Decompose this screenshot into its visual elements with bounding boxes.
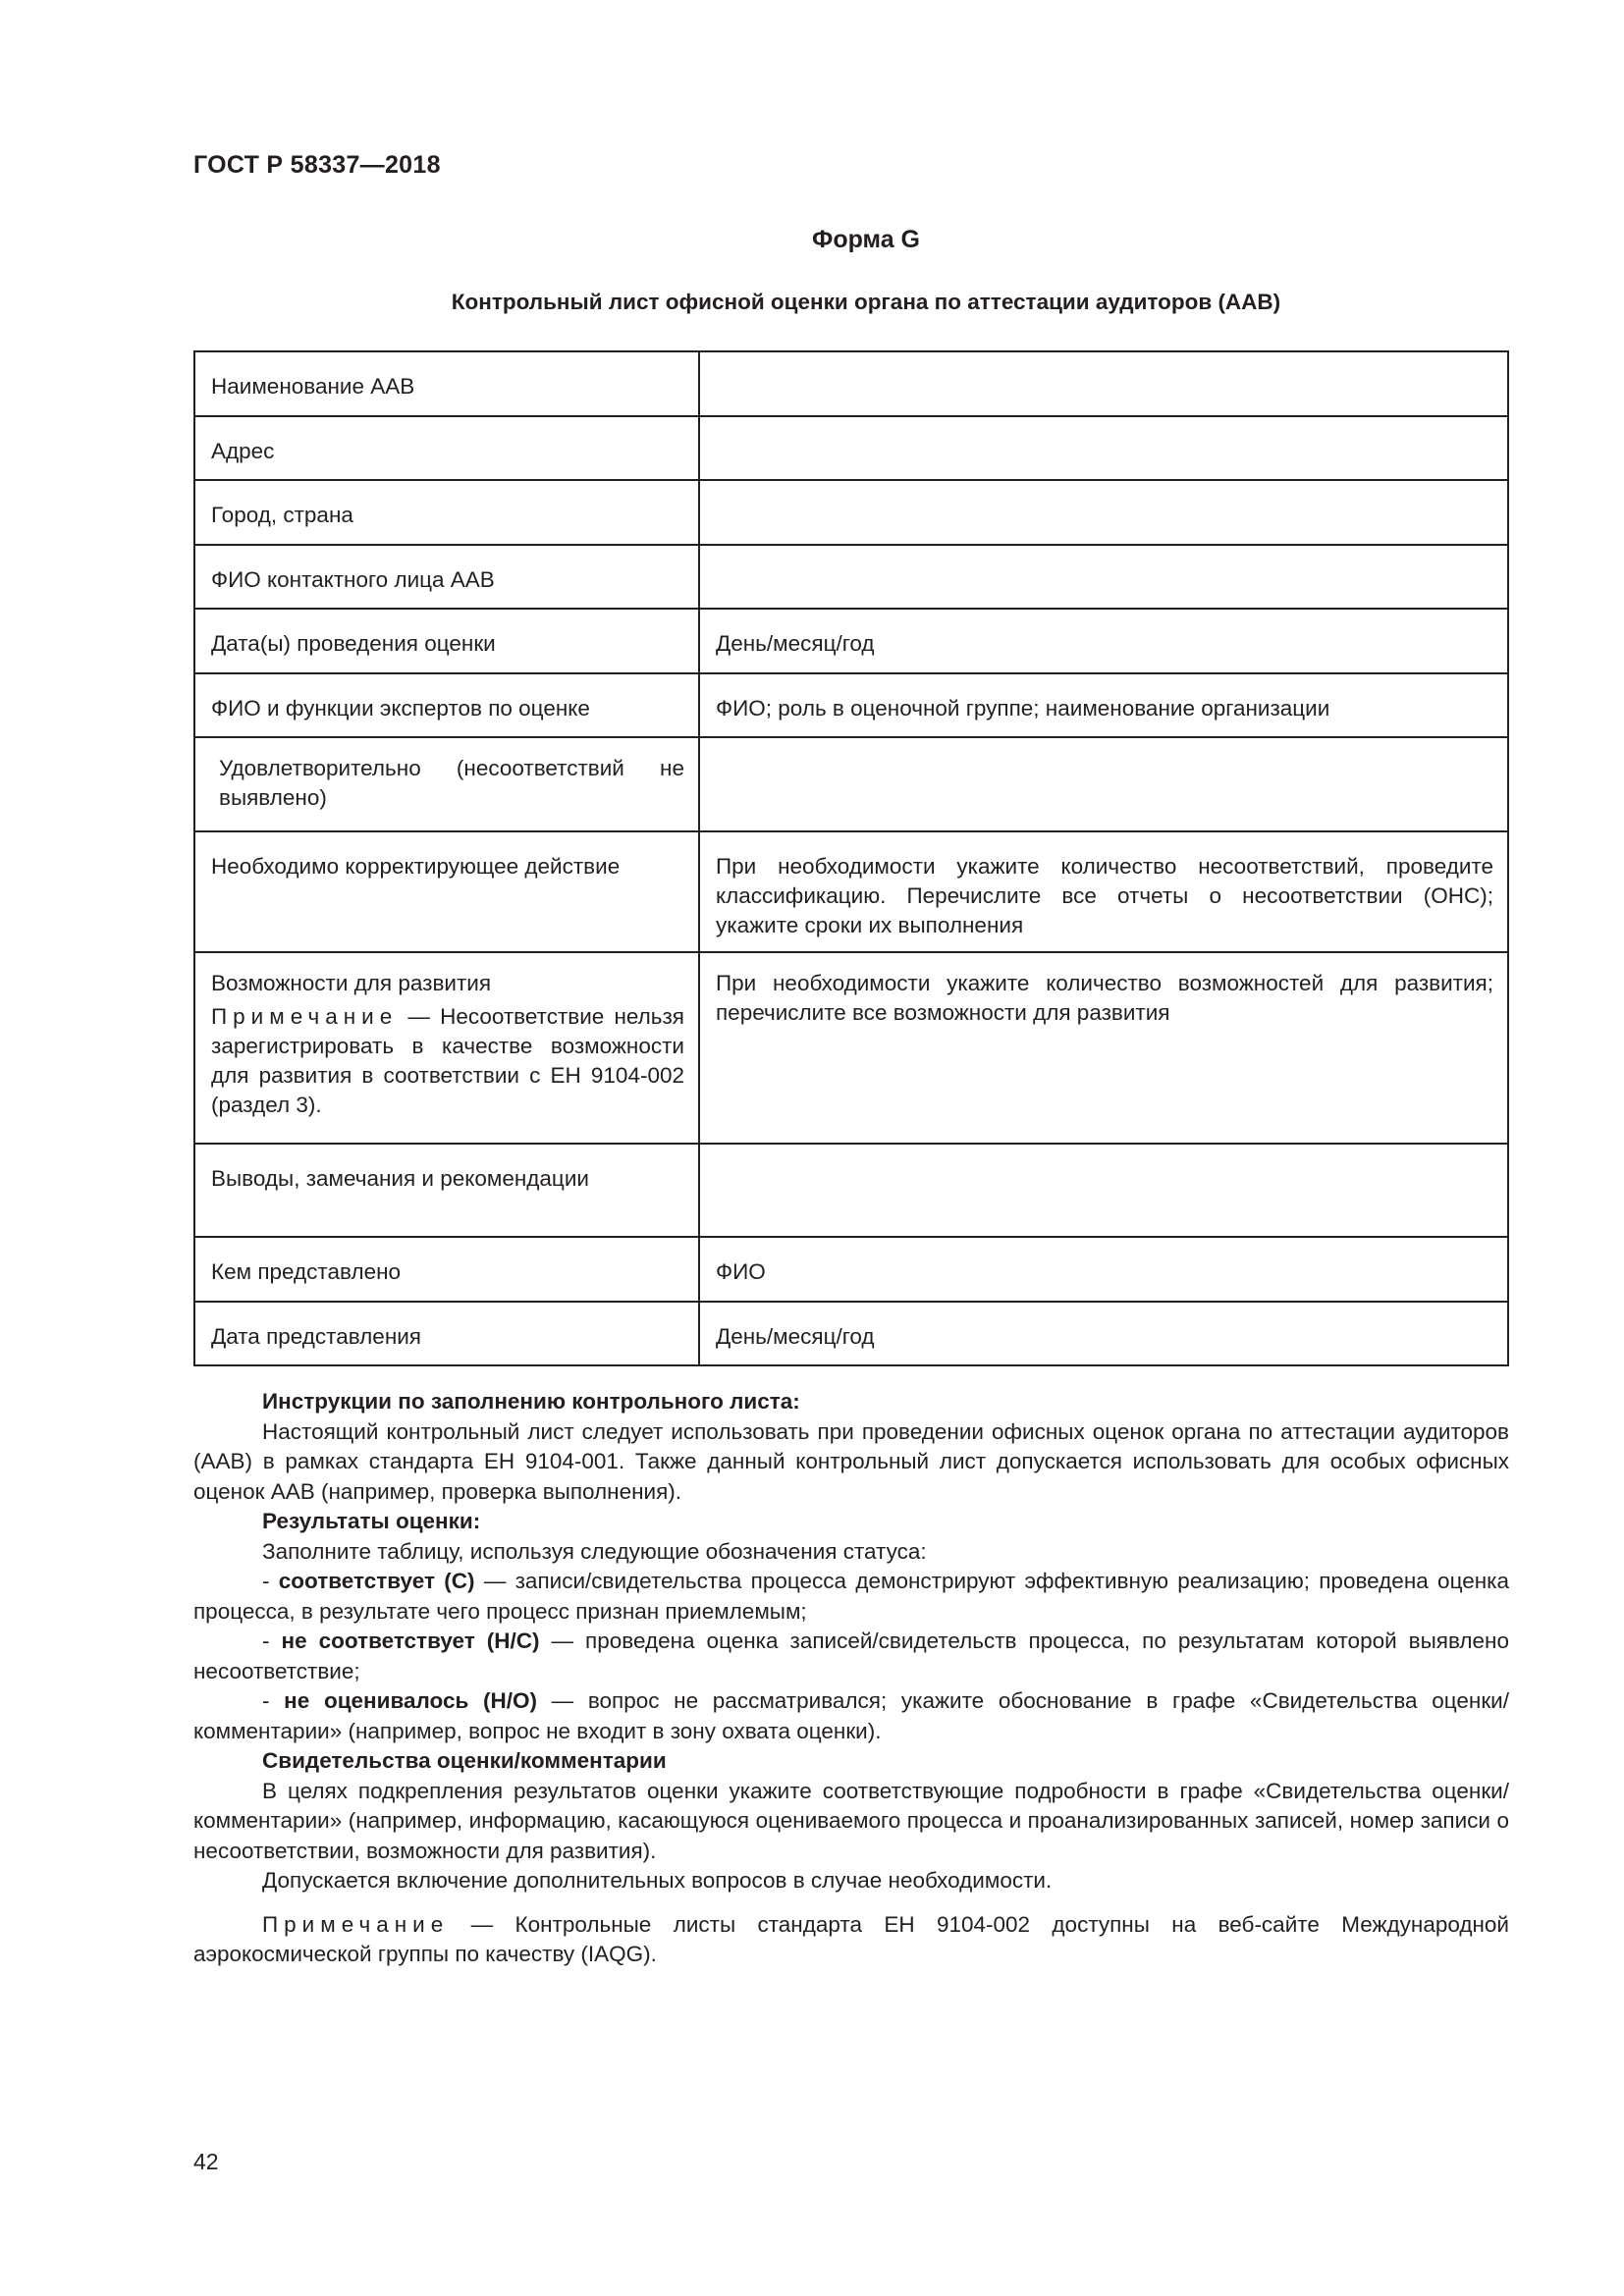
table-row bbox=[194, 831, 1508, 952]
document-header: ГОСТ Р 58337—2018 bbox=[193, 151, 441, 179]
row-label: Возможности для развития bbox=[211, 971, 492, 995]
row-value[interactable] bbox=[699, 416, 1508, 480]
form-title: Форма G bbox=[811, 226, 920, 253]
row-value[interactable] bbox=[699, 737, 1508, 831]
row-label-cell bbox=[194, 952, 699, 1144]
status-term: соответствует (С) bbox=[278, 1569, 475, 1593]
row-note bbox=[211, 1002, 684, 1120]
row-label: Выводы, замечания и рекомендации bbox=[194, 1144, 699, 1237]
table-row bbox=[194, 737, 1508, 831]
results-heading: Результаты оценки: bbox=[262, 1509, 481, 1533]
status-text: — записи/свидетельства процесса демонстрируют эффективную реализацию; проведена оценка процесса, в результате чего процесс признан приемлемым; bbox=[193, 1569, 1509, 1624]
page-number: 42 bbox=[193, 2149, 219, 2174]
table-row bbox=[194, 1144, 1508, 1237]
status-item bbox=[193, 1567, 1509, 1627]
table-row bbox=[194, 416, 1508, 480]
status-text: — вопрос не рассматривался; укажите обоснование в графе «Свидетельства оценки/комментарии» (например, вопрос не входит в зону охвата оценки). bbox=[193, 1688, 1509, 1743]
instructions-intro: Настоящий контрольный лист следует использовать при проведении офисных оценок органа по аттестации аудиторов (AAB) в рамках стандарта ЕН 9104-001. Также данный контрольный лист допускается использовать для особых офисных оценок AAB (например, проверка выполнения). bbox=[193, 1418, 1509, 1504]
results-intro: Заполните таблицу, используя следующие обозначения статуса: bbox=[262, 1538, 927, 1564]
row-value[interactable]: ФИО bbox=[699, 1237, 1508, 1302]
table-row bbox=[194, 673, 1508, 737]
row-value[interactable]: При необходимости укажите количество несоответствий, проведите классификацию. Перечислите все отчеты о несоответствии (ОНС); укажите сроки их выполнения bbox=[699, 831, 1508, 952]
table-row bbox=[194, 1237, 1508, 1302]
row-value[interactable] bbox=[699, 545, 1508, 609]
row-label: Адрес bbox=[194, 416, 699, 480]
row-label: Кем представлено bbox=[194, 1237, 699, 1302]
note-text: — Контрольные листы стандарта ЕН 9104-002 доступны на веб-сайте Международной аэрокосмической группы по качеству (IAQG). bbox=[193, 1911, 1509, 1966]
instructions-note bbox=[193, 1910, 1509, 1970]
row-label: Дата(ы) проведения оценки bbox=[194, 609, 699, 673]
status-item bbox=[193, 1627, 1509, 1686]
row-value[interactable]: День/месяц/год bbox=[699, 1302, 1508, 1365]
status-term: не оценивалось (Н/О) bbox=[284, 1688, 537, 1713]
row-value[interactable] bbox=[699, 1144, 1508, 1237]
status-term: не соответствует (Н/С) bbox=[281, 1629, 540, 1653]
table-row bbox=[194, 1302, 1508, 1365]
table-row bbox=[194, 480, 1508, 545]
row-label: Город, страна bbox=[194, 480, 699, 545]
checklist-table bbox=[193, 350, 1509, 1366]
row-label: Необходимо корректирующее действие bbox=[194, 831, 699, 952]
extra-text: Допускается включение дополнительных вопросов в случае необходимости. bbox=[262, 1868, 1053, 1893]
instructions-heading: Инструкции по заполнению контрольного листа: bbox=[262, 1389, 800, 1414]
row-value[interactable]: При необходимости укажите количество возможностей для развития; перечислите все возможности для развития bbox=[699, 952, 1508, 1144]
status-item bbox=[193, 1686, 1509, 1746]
row-value[interactable]: ФИО; роль в оценочной группе; наименование организации bbox=[699, 673, 1508, 737]
row-value[interactable]: День/месяц/год bbox=[699, 609, 1508, 673]
table-row bbox=[194, 609, 1508, 673]
status-prefix: - bbox=[262, 1629, 282, 1653]
status-prefix: - bbox=[262, 1569, 279, 1593]
table-row bbox=[194, 952, 1508, 1144]
row-label: Наименование AAB bbox=[194, 351, 699, 416]
evidence-text: В целях подкрепления результатов оценки укажите соответствующие подробности в графе «Свидетельства оценки/комментарии» (например, информацию, касающуюся оцениваемого процесса и проанализированных записей, номер записи о несоответствии, возможности для развития). bbox=[193, 1778, 1509, 1863]
row-value[interactable] bbox=[699, 351, 1508, 416]
evidence-heading: Свидетельства оценки/комментарии bbox=[262, 1748, 667, 1773]
table-row bbox=[194, 545, 1508, 609]
note-label: Примечание bbox=[211, 1004, 399, 1029]
row-label: ФИО контактного лица AAB bbox=[194, 545, 699, 609]
document-title: Контрольный лист офисной оценки органа по аттестации аудиторов (AAB) bbox=[451, 290, 1281, 314]
row-label: ФИО и функции экспертов по оценке bbox=[194, 673, 699, 737]
row-label: Дата представления bbox=[194, 1302, 699, 1365]
table-row bbox=[194, 351, 1508, 416]
status-text: — проведена оценка записей/свидетельств процесса, по результатам которой выявлено несоответствие; bbox=[193, 1629, 1509, 1683]
instructions bbox=[193, 1387, 1509, 1970]
row-value[interactable] bbox=[699, 480, 1508, 545]
note-text: — Несоответствие нельзя зарегистрировать в качестве возможности для развития в соответствии с ЕН 9104-002 (раздел 3). bbox=[211, 1004, 684, 1117]
note-label: Примечание bbox=[262, 1911, 450, 1937]
status-prefix: - bbox=[262, 1688, 285, 1713]
row-label: Удовлетворительно (несоответствий не выявлено) bbox=[194, 737, 699, 831]
